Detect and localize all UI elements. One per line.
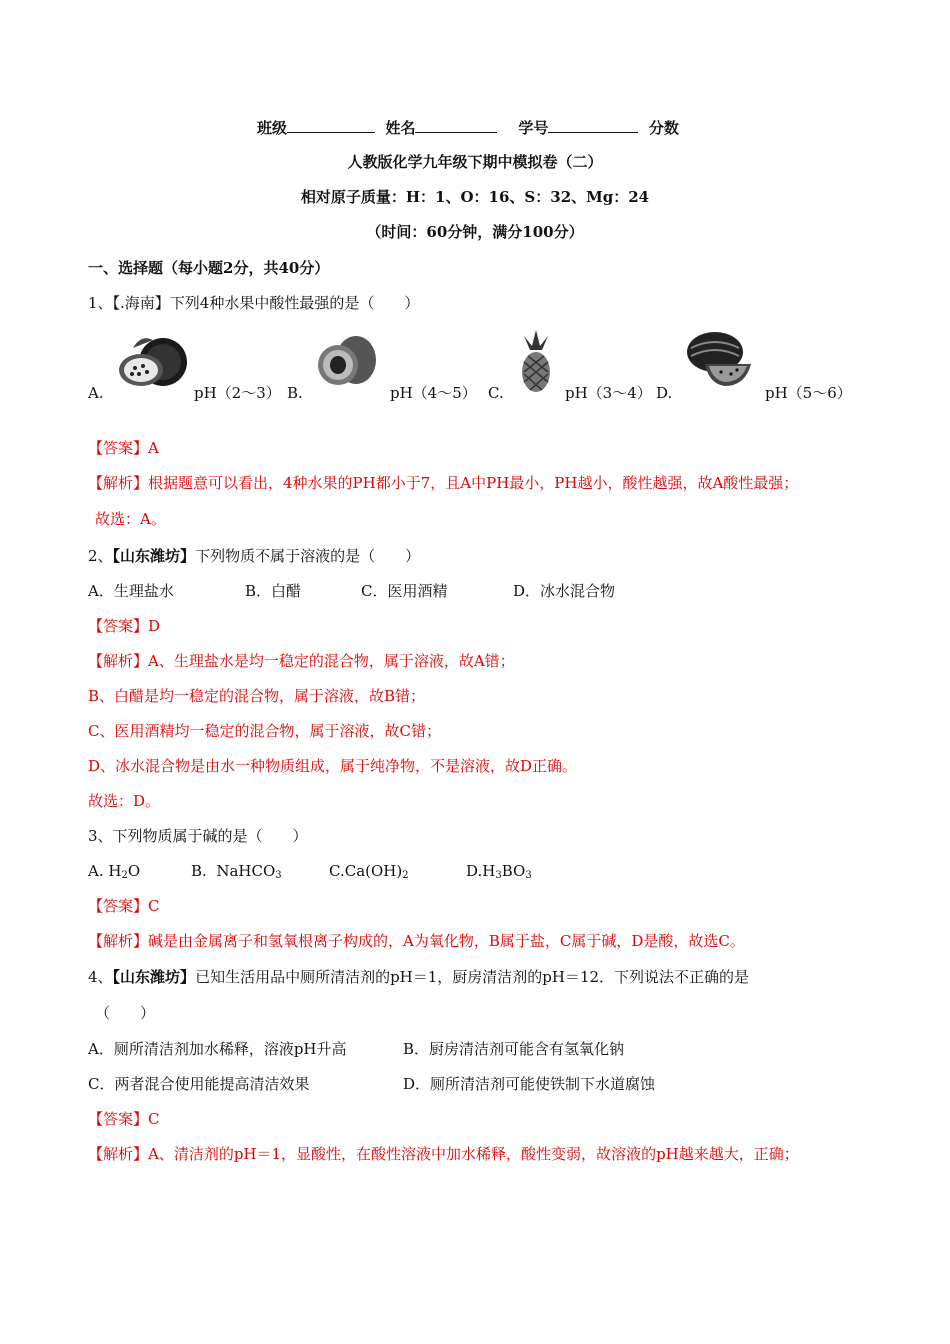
- q1-answer: 【答案】A: [88, 439, 159, 457]
- question-stem: 下列物质不属于溶液的是（ ）: [195, 547, 421, 565]
- option-letter: B.: [287, 384, 303, 402]
- q4-option-d[interactable]: D．厕所清洁剂可能使铁制下水道腐蚀: [403, 1075, 656, 1093]
- q2-option-d[interactable]: D．冰水混合物: [513, 582, 616, 600]
- q1-conclusion: 故选：A。: [95, 510, 166, 528]
- name-blank[interactable]: [415, 116, 497, 133]
- q1-option-d[interactable]: [656, 382, 672, 404]
- question-source: 【山东潍坊】: [112, 968, 196, 986]
- q1-option-b-ph: pH（4～5）: [390, 384, 477, 402]
- q3-option-a[interactable]: [88, 860, 140, 887]
- q4-answer: 【答案】C: [88, 1110, 160, 1128]
- option-letter: C.: [488, 384, 504, 402]
- id-blank[interactable]: [548, 116, 638, 133]
- q2-text: [88, 545, 420, 567]
- q4-option-b[interactable]: B．厨房清洁剂可能含有氢氧化钠: [403, 1040, 625, 1058]
- q4-text: [88, 966, 749, 988]
- q1-option-c-ph: pH（3～4）: [565, 384, 652, 402]
- name-label: 姓名: [385, 119, 416, 137]
- q3-option-b[interactable]: [191, 860, 282, 887]
- q3-option-c[interactable]: [329, 860, 409, 887]
- q4-paren: （ ）: [95, 1004, 156, 1022]
- atomic-mass-line: 相对原子质量：H：1、O：16、S：32、Mg：24: [300, 188, 650, 206]
- section-heading: 一、选择题（每小题2分，共40分）: [88, 259, 330, 277]
- formula: H: [482, 862, 496, 880]
- q4-option-a[interactable]: A．厕所清洁剂加水稀释，溶液pH升高: [88, 1040, 347, 1058]
- q2-option-a[interactable]: A．生理盐水: [88, 582, 174, 600]
- q1-option-a[interactable]: [88, 382, 104, 404]
- formula: H: [108, 862, 122, 880]
- q2-answer: 【答案】D: [88, 617, 161, 635]
- formula-tail: O: [127, 862, 141, 880]
- q4-analysis: 【解析】A、清洁剂的pH＝1，显酸性，在酸性溶液中加水稀释，酸性变弱，故溶液的pH越来越大，正确；: [88, 1145, 799, 1163]
- option-letter: D.: [656, 384, 673, 402]
- option-label: C.: [329, 862, 345, 880]
- formula: NaHCO: [216, 862, 276, 880]
- passion-fruit-image: [113, 330, 191, 390]
- option-letter: A.: [88, 384, 104, 402]
- q3-answer: 【答案】C: [88, 897, 160, 915]
- q1-option-b[interactable]: [287, 382, 303, 404]
- score-label: 分数: [648, 119, 679, 137]
- q2-option-b[interactable]: B．白醋: [245, 582, 302, 600]
- q1-option-a-ph: pH（2～3）: [194, 384, 281, 402]
- student-info-line: [257, 116, 679, 139]
- q4-option-c[interactable]: C．两者混合使用能提高清洁效果: [88, 1075, 310, 1093]
- q2-analysis-3: C、医用酒精均一稳定的混合物，属于溶液，故C错；: [88, 722, 441, 740]
- q1-option-c[interactable]: [488, 382, 504, 404]
- formula-subscript: 2: [402, 870, 409, 881]
- q3-analysis: 【解析】碱是由金属离子和氢氧根离子构成的，A为氧化物，B属于盐，C属于碱，D是酸，故选C。: [88, 932, 745, 950]
- time-info: （时间：60分钟，满分100分）: [366, 223, 584, 241]
- q2-option-c[interactable]: C．医用酒精: [361, 582, 448, 600]
- q2-analysis-1: 【解析】A、生理盐水是均一稳定的混合物，属于溶液，故A错；: [88, 652, 515, 670]
- q2-analysis-2: B、白醋是均一稳定的混合物，属于溶液，故B错；: [88, 687, 426, 705]
- question-source: 【山东潍坊】: [112, 547, 196, 565]
- exam-title: 人教版化学九年级下期中模拟卷（二）: [347, 153, 603, 171]
- q1-option-d-ph: pH（5～6）: [765, 384, 852, 402]
- id-label: 学号: [518, 119, 549, 137]
- option-label: D.: [466, 862, 483, 880]
- class-label: 班级: [257, 119, 288, 137]
- question-number: 2、: [88, 547, 113, 565]
- question-number: 4、: [88, 968, 113, 986]
- question-stem: 已知生活用品中厕所清洁剂的pH＝1，厨房清洁剂的pH＝12．下列说法不正确的是: [195, 968, 750, 986]
- q1-text: 1、【.海南】下列4种水果中酸性最强的是（ ）: [88, 294, 420, 312]
- option-label: A.: [88, 862, 104, 880]
- pineapple-image: [516, 330, 556, 394]
- q3-text: 3、下列物质属于碱的是（ ）: [88, 827, 308, 845]
- formula-tail: BO: [501, 862, 526, 880]
- papaya-image: [316, 333, 378, 388]
- option-label: B.: [191, 862, 207, 880]
- formula: Ca(OH): [344, 862, 403, 880]
- formula-subscript: 3: [495, 870, 502, 881]
- watermelon-image: [685, 330, 755, 388]
- formula-subscript-2: 3: [525, 870, 532, 881]
- formula-subscript: 2: [121, 870, 128, 881]
- class-blank[interactable]: [287, 116, 375, 133]
- q2-conclusion: 故选：D。: [88, 792, 161, 810]
- q2-analysis-4: D、冰水混合物是由水一种物质组成，属于纯净物，不是溶液，故D正确。: [88, 757, 578, 775]
- formula-subscript: 3: [275, 870, 282, 881]
- q1-analysis: 【解析】根据题意可以看出，4种水果的PH都小于7，且A中PH最小，PH越小，酸性越强，故A酸性最强；: [88, 474, 799, 492]
- q3-option-d[interactable]: [466, 860, 532, 887]
